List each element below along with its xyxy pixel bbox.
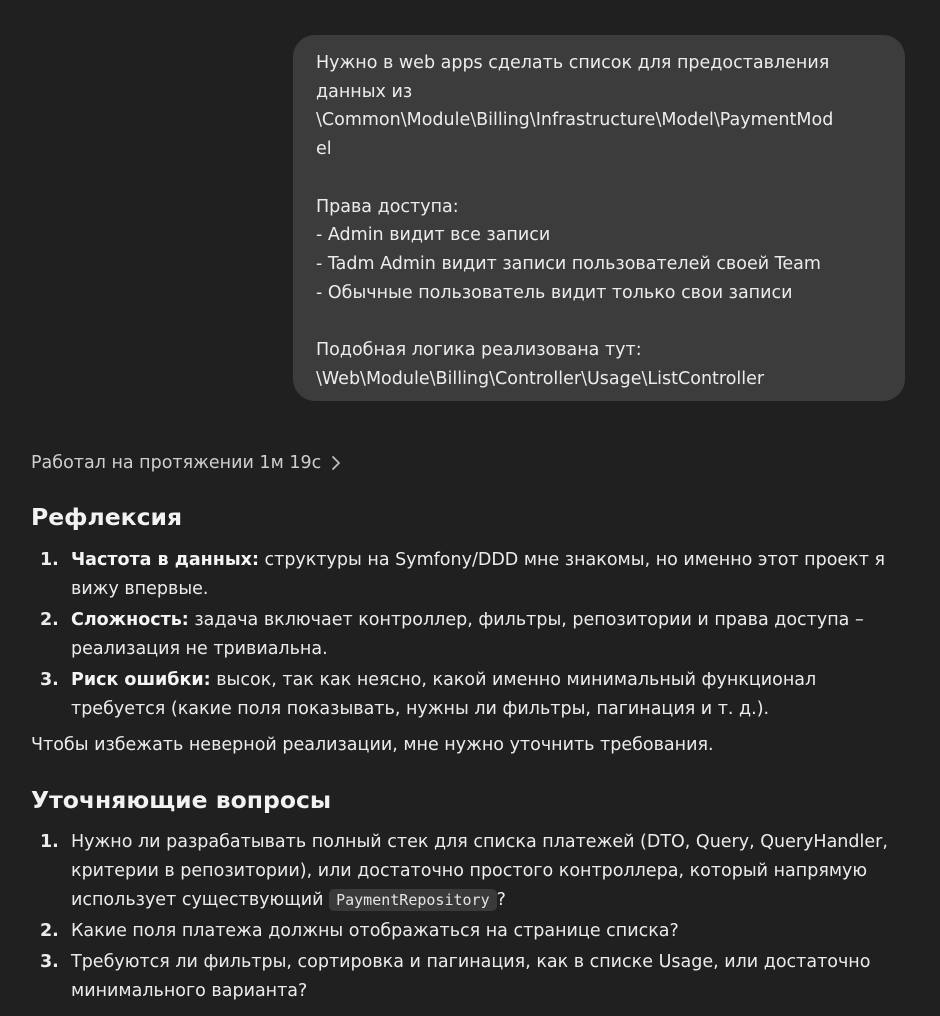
thinking-duration-label: Работал на протяжении 1м 19с <box>31 453 322 473</box>
list-item-text: ? <box>496 890 506 910</box>
list-item-number: 3. <box>40 670 59 690</box>
user-message-gap <box>316 307 883 336</box>
user-message-line: el <box>316 139 332 160</box>
reflection-list <box>31 546 900 726</box>
user-message-line: - Tadm Admin видит записи пользователей своей Team <box>316 253 821 274</box>
list-item-number: 1. <box>40 832 59 852</box>
chevron-right-icon <box>331 455 341 471</box>
list-item <box>31 948 900 1006</box>
list-item-title: Частота в данных: <box>71 550 259 570</box>
list-item-text: высок, так как неясно, какой именно минимальный функционал требуется (какие поля показывать, нужны ли фильтры, пагинация и т. д.). <box>71 670 817 719</box>
list-item <box>31 546 900 604</box>
user-message-line: Подобная логика реализована тут: <box>316 340 642 360</box>
list-item-text: Какие поля платежа должны отображаться на странице списка? <box>71 921 679 941</box>
user-message-line: - Обычные пользователь видит только свои записи <box>316 282 793 303</box>
list-item <box>31 606 900 664</box>
user-message-line: \Common\Module\Billing\Infrastructure\Model\PaymentMod <box>316 110 834 131</box>
user-message-line: - Admin видит все записи <box>316 225 551 246</box>
list-item-title: Сложность: <box>71 610 189 630</box>
list-item-text: структуры на Symfony/DDD мне знакомы, но именно этот проект я вижу впервые. <box>71 550 886 599</box>
user-message-line: Нужно в web apps сделать список для предоставления <box>316 53 830 73</box>
list-item <box>31 828 900 915</box>
list-item-number: 1. <box>40 550 59 570</box>
questions-heading: Уточняющие вопросы <box>31 786 332 814</box>
user-message-gap <box>316 164 883 193</box>
thinking-duration-toggle[interactable] <box>31 450 341 476</box>
list-item <box>31 666 900 724</box>
reflection-conclusion: Чтобы избежать неверной реализации, мне нужно уточнить требования. <box>31 735 714 755</box>
list-item-text: Нужно ли разрабатывать полный стек для списка платежей (DTO, Query, QueryHandler, критерии в репозитории), или достаточно простого контроллера, который напрямую использует существующий <box>71 832 888 910</box>
list-item-number: 2. <box>40 610 59 630</box>
list-item-text: Требуются ли фильтры, сортировка и пагинация, как в списке Usage, или достаточно минимального варианта? <box>71 952 871 1001</box>
list-item-number: 3. <box>40 952 59 972</box>
list-item <box>31 917 900 946</box>
user-message-bubble <box>293 35 905 401</box>
questions-list <box>31 828 900 1008</box>
list-item-text: задача включает контроллер, фильтры, репозитории и права доступа – реализация не тривиальна. <box>71 610 864 659</box>
user-message-line: Права доступа: <box>316 196 459 217</box>
inline-code: PaymentRepository <box>329 889 497 911</box>
user-message-line: данных из <box>316 81 413 102</box>
user-message-line: \Web\Module\Billing\Controller\Usage\ListController <box>316 368 765 389</box>
list-item-title: Риск ошибки: <box>71 670 211 690</box>
list-item-number: 2. <box>40 921 59 941</box>
reflection-heading: Рефлексия <box>31 503 183 531</box>
